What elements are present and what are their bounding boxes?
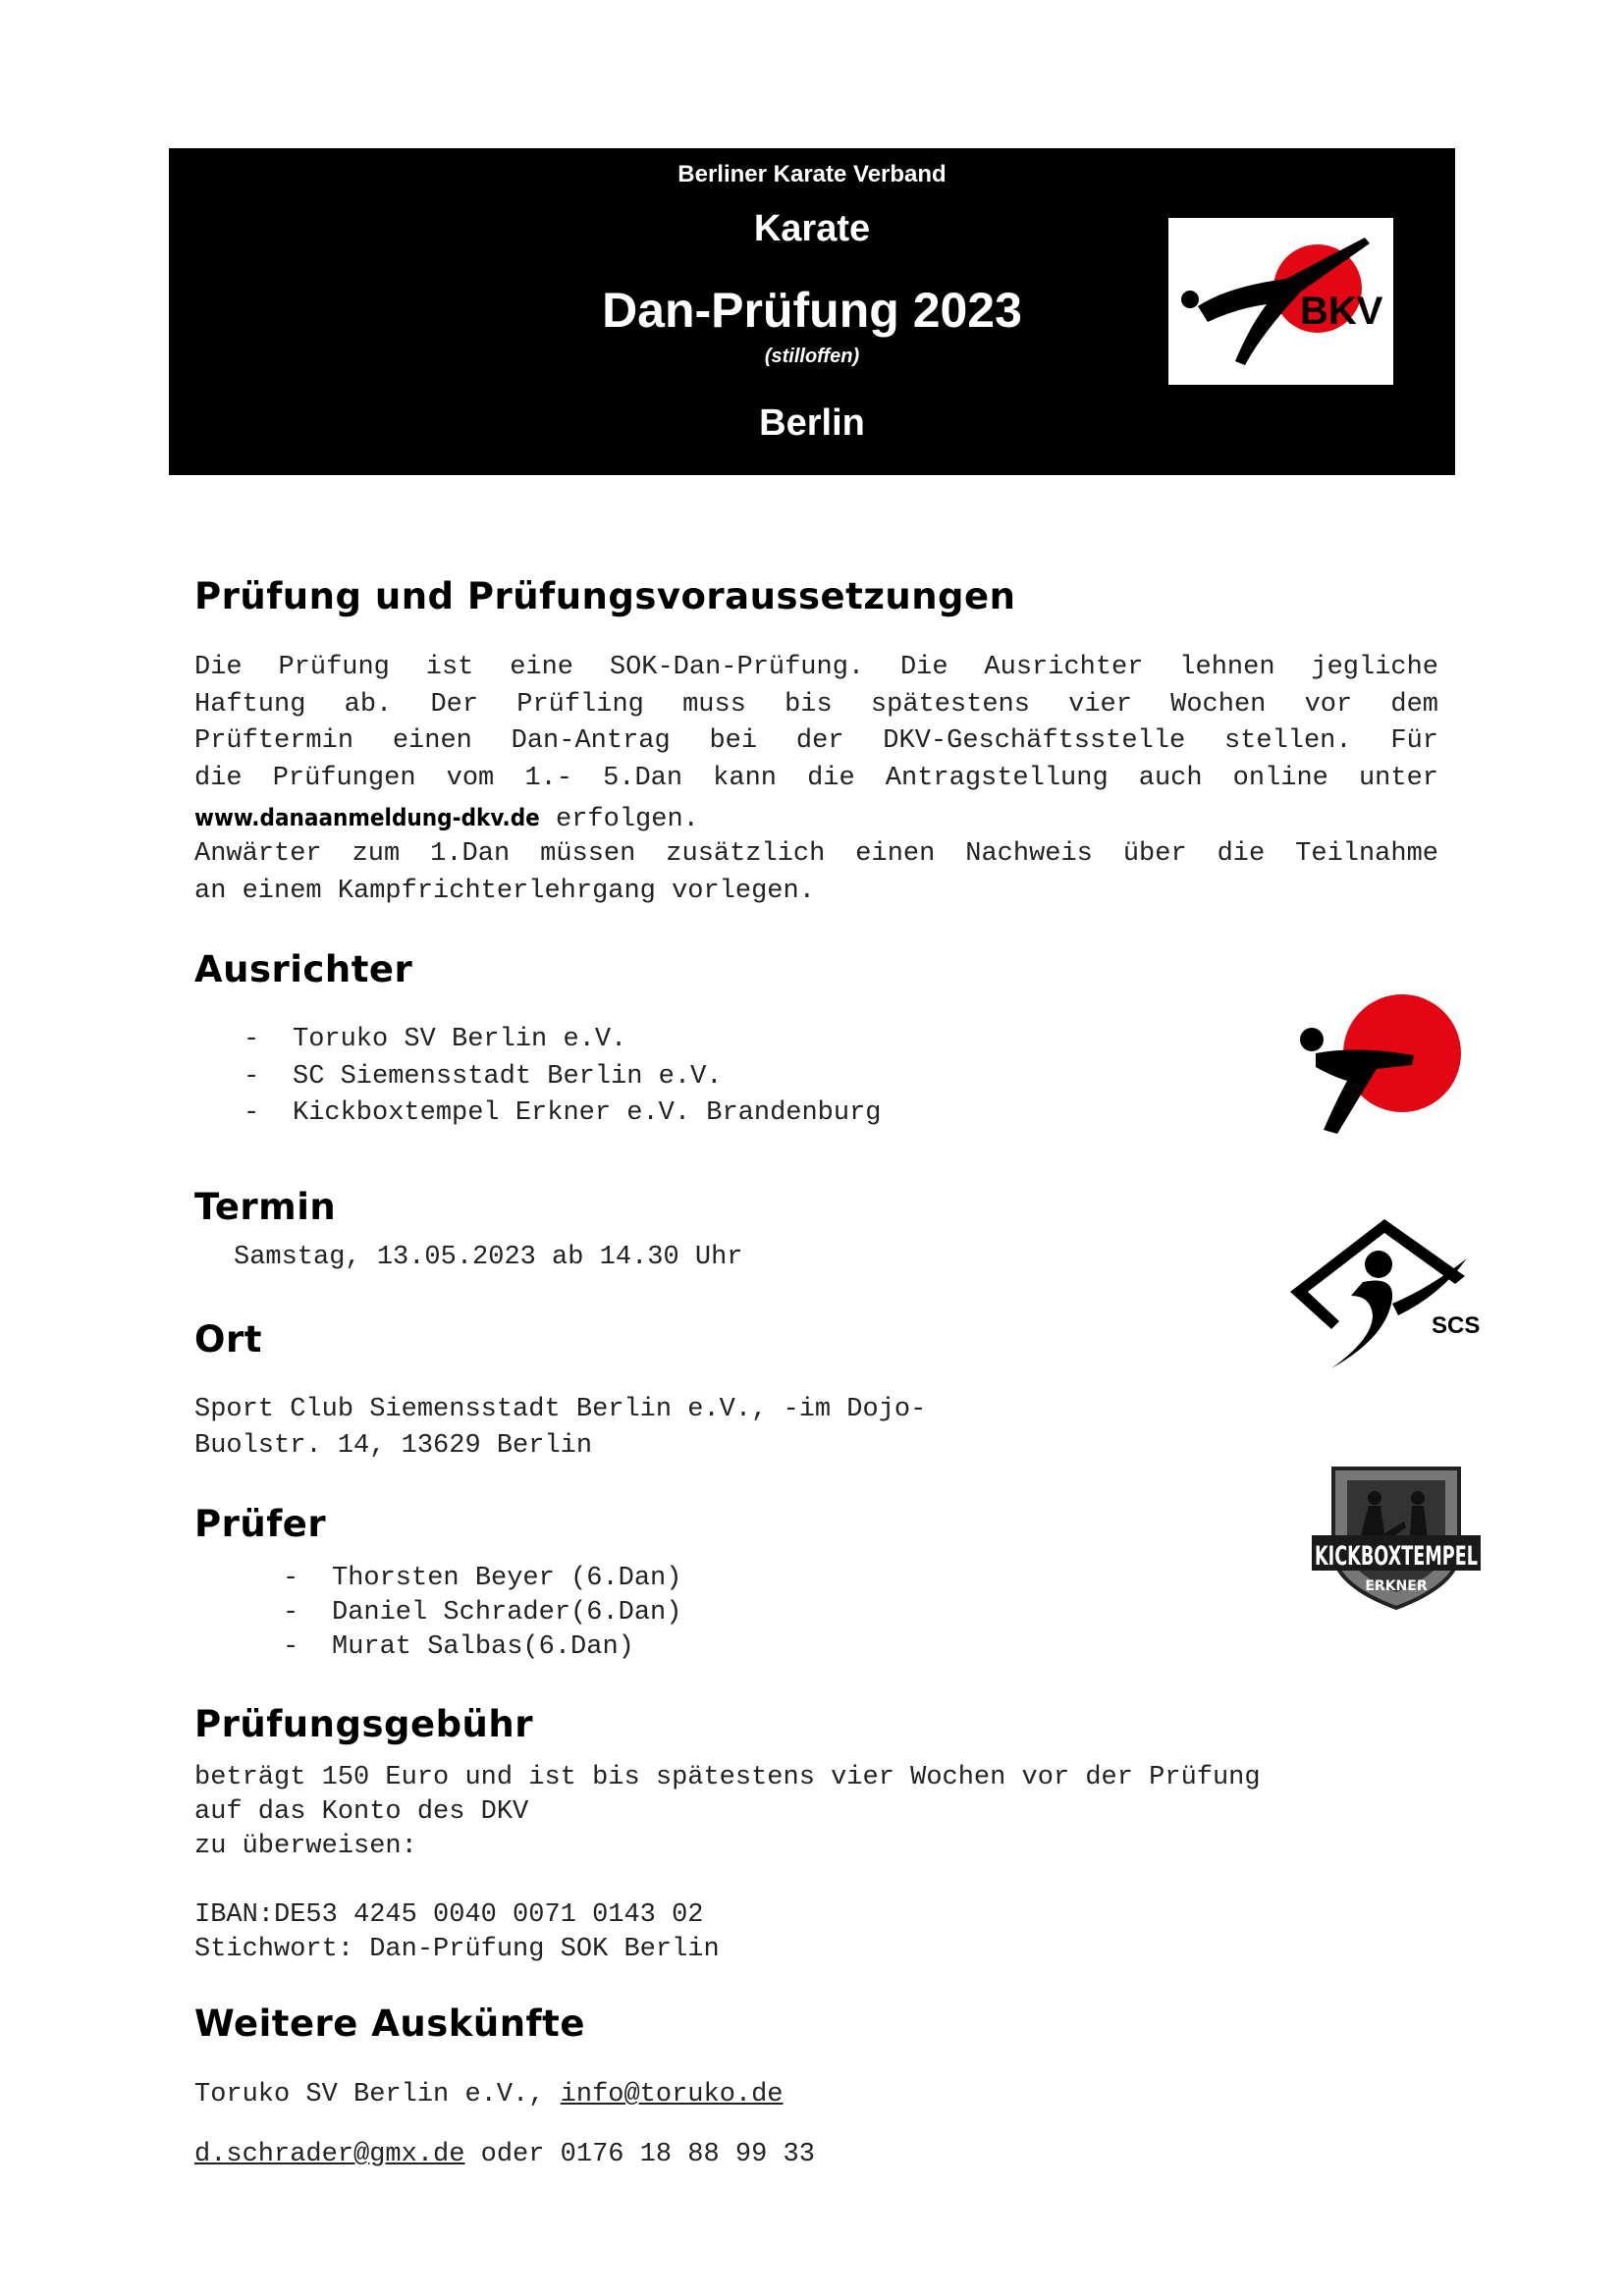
page-title: Dan-Prüfung 2023 (602, 283, 1022, 338)
city-label: Berlin (759, 402, 865, 444)
organization-name: Berliner Karate Verband (677, 161, 947, 187)
bkv-logo-text: BKV (1300, 290, 1383, 333)
pruefung-extra-paragraph (194, 836, 1438, 910)
address-line: Buolstr. 14, 13629 Berlin (194, 1431, 593, 1461)
ausrichter-list (244, 1022, 882, 1133)
paragraph-line: Anwärter zum 1.Dan müssen zusätzlich einen Nachweis über die Teilnahme (194, 839, 1438, 869)
iban: IBAN:DE53 4245 0040 0071 0143 02 (194, 1900, 704, 1930)
paragraph-line: die Prüfungen vom 1.- 5.Dan kann die Antragstellung auch online unter (194, 763, 1438, 793)
paragraph-line: Haftung ab. Der Prüfling muss bis spätestens vier Wochen vor dem (194, 689, 1438, 720)
stichwort: Stichwort: Dan-Prüfung SOK Berlin (194, 1935, 720, 1964)
style-note: (stilloffen) (764, 346, 860, 367)
list-item: - Murat Salbas(6.Dan) (283, 1632, 634, 1662)
section-title-termin: Termin (194, 1186, 337, 1228)
email-link-toruko[interactable]: info@toruko.de (560, 2080, 784, 2109)
section-title-pruefer: Prüfer (194, 1503, 327, 1545)
kickboxtempel-logo (1312, 1457, 1481, 1614)
gebuehr-text (194, 1761, 1261, 1967)
url-suffix: erfolgen. (539, 805, 699, 834)
url-line (194, 800, 699, 837)
sport-label: Karate (753, 208, 871, 249)
contact-line-1 (194, 2080, 784, 2109)
kickbox-logo-subtext: ERKNER (1365, 1578, 1428, 1594)
email-link-schrader[interactable]: d.schrader@gmx.de (194, 2140, 465, 2169)
list-item: - Thorsten Beyer (6.Dan) (283, 1564, 682, 1593)
gebuehr-line: beträgt 150 Euro und ist bis spätestens vier Wochen vor der Prüfung (194, 1763, 1261, 1792)
section-title-ort: Ort (194, 1318, 262, 1361)
registration-link[interactable]: www.danaanmeldung-dkv.de (194, 804, 540, 831)
contact-prefix: Toruko SV Berlin e.V., (194, 2080, 561, 2109)
list-item: - Kickboxtempel Erkner e.V. Brandenburg (244, 1098, 882, 1128)
ort-address (194, 1392, 926, 1465)
pruefer-list (283, 1562, 681, 1665)
gebuehr-line: zu überweisen: (194, 1832, 417, 1861)
phone-text: oder 0176 18 88 99 33 (464, 2140, 815, 2169)
pruefung-paragraph (194, 650, 1438, 797)
section-title-ausrichter: Ausrichter (194, 948, 413, 990)
paragraph-line: Die Prüfung ist eine SOK-Dan-Prüfung. Die Ausrichter lehnen jegliche (194, 653, 1438, 682)
list-item: - Toruko SV Berlin e.V. (244, 1025, 627, 1054)
header-banner (169, 148, 1455, 475)
termin-date: Samstag, 13.05.2023 ab 14.30 Uhr (234, 1243, 743, 1272)
gebuehr-line: auf das Konto des DKV (194, 1797, 529, 1827)
list-item: - Daniel Schrader(6.Dan) (283, 1598, 682, 1628)
list-item: - SC Siemensstadt Berlin e.V. (244, 1061, 723, 1092)
section-title-auskuenfte: Weitere Auskünfte (194, 2002, 585, 2045)
scs-logo-text: SCS (1432, 1312, 1481, 1339)
section-title-gebuehr: Prüfungsgebühr (194, 1703, 533, 1745)
section-title-pruefung: Prüfung und Prüfungsvoraussetzungen (194, 575, 1016, 617)
contact-line-2 (194, 2140, 815, 2169)
kickbox-logo-text: KICKBOXTEMPEL (1315, 1541, 1478, 1572)
scs-logo (1282, 1213, 1489, 1375)
paragraph-line: Prüftermin einen Dan-Antrag bei der DKV-Geschäftsstelle stellen. Für (194, 726, 1438, 756)
address-line: Sport Club Siemensstadt Berlin e.V., -im Dojo- (194, 1395, 927, 1424)
paragraph-line: an einem Kampfrichterlehrgang vorlegen. (194, 876, 815, 906)
bkv-logo (1168, 218, 1393, 385)
toruko-logo (1286, 987, 1473, 1144)
